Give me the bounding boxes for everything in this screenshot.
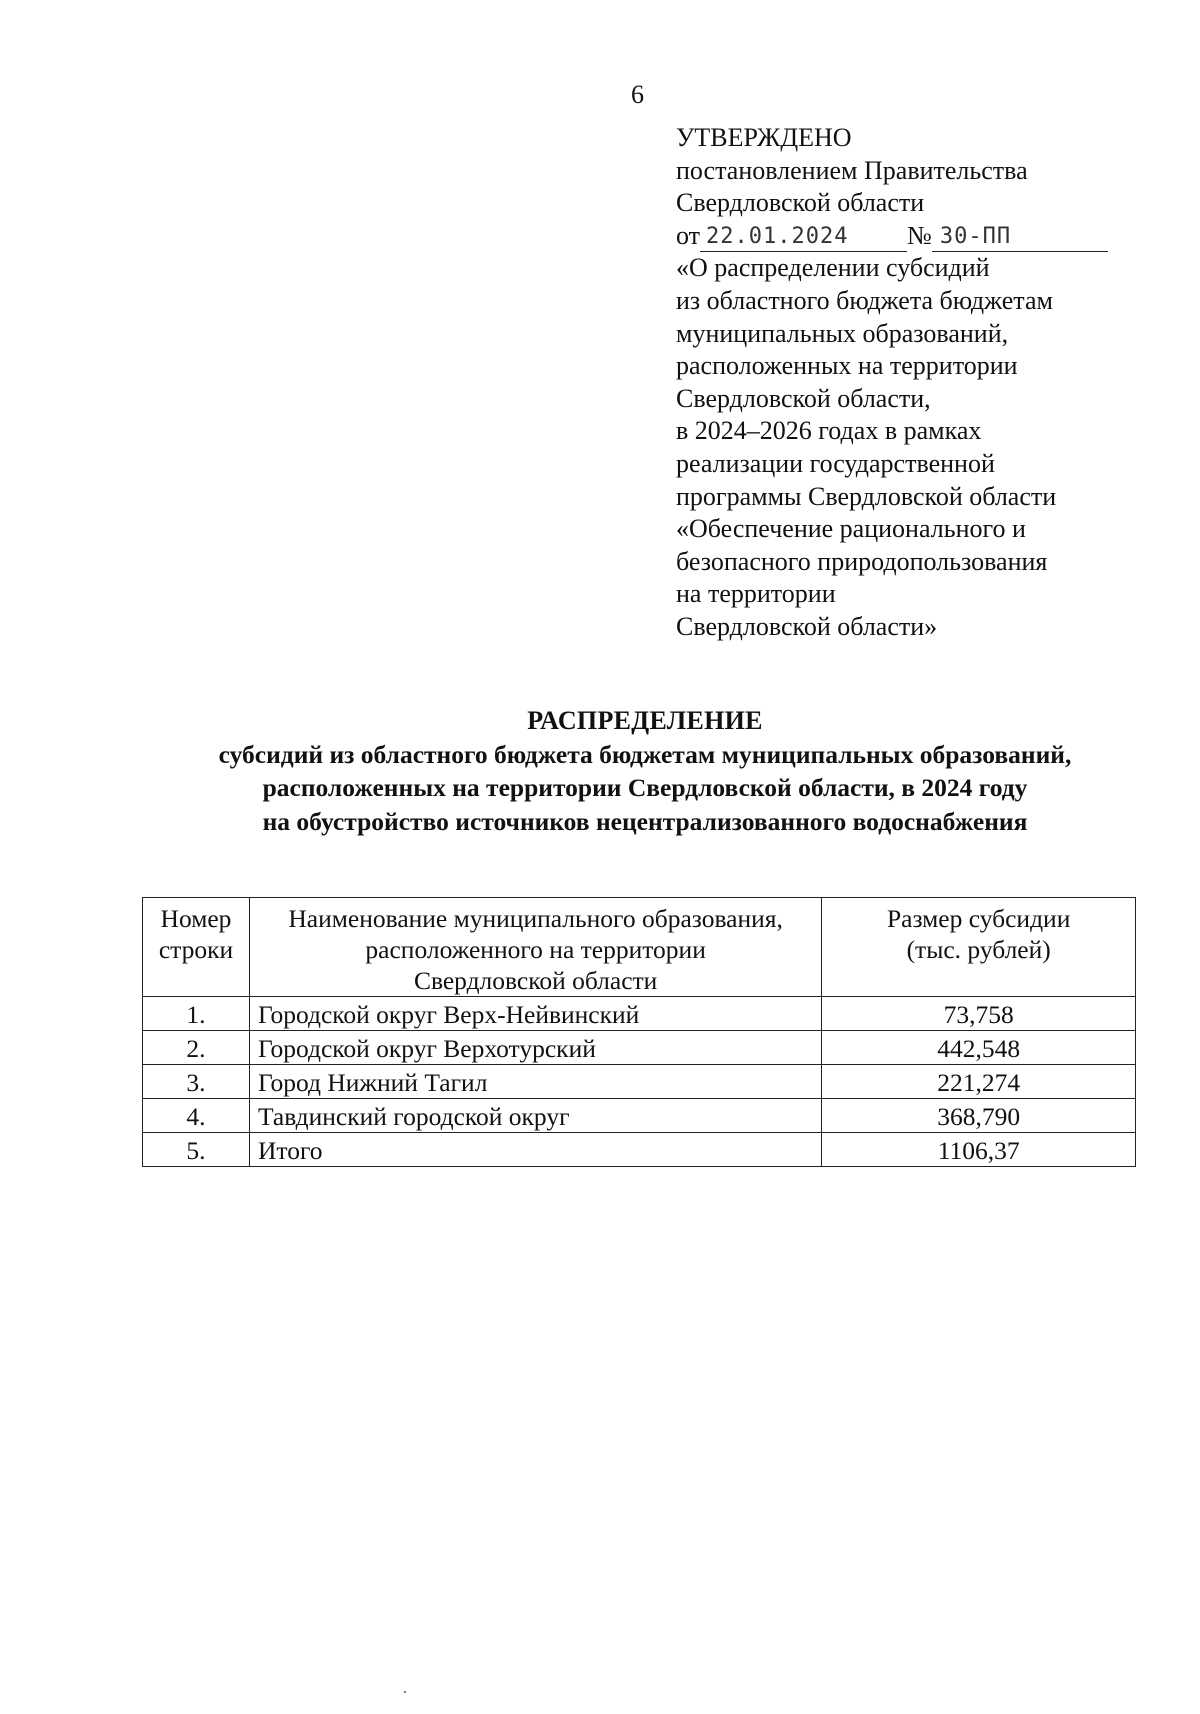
- decree-title-line: Свердловской области»: [676, 611, 938, 641]
- municipality-name: Городской округ Верхотурский: [249, 1031, 821, 1065]
- scan-artifact-dot: [404, 1691, 406, 1693]
- approval-stamp: УТВЕРЖДЕНО: [676, 123, 852, 152]
- decree-title-line: «Обеспечение рационального и: [676, 514, 1026, 544]
- table-row: [143, 1065, 1136, 1099]
- date-value: 22.01.2024: [706, 224, 849, 250]
- table-row-total: [143, 1133, 1136, 1167]
- decree-title-line: безопасного природопользования: [676, 546, 1048, 576]
- document-title: [120, 704, 1170, 838]
- decree-title-line: расположенных на территории: [676, 351, 1018, 381]
- row-number: 4.: [143, 1099, 250, 1133]
- header-municipality-name: [249, 898, 821, 997]
- number-value: 30-ПП: [939, 224, 1012, 250]
- decree-title-line: муниципальных образований,: [676, 318, 1009, 348]
- header-subsidy-amount: [822, 898, 1136, 997]
- row-number: 2.: [143, 1031, 250, 1065]
- document-title-line: расположенных на территории Свердловской области, в 2024 году: [262, 773, 1028, 802]
- header-text: Наименование муниципального образования,: [288, 904, 783, 933]
- subsidy-amount: 442,548: [822, 1031, 1136, 1065]
- table-row: [143, 1031, 1136, 1065]
- approval-line: постановлением Правительства: [676, 155, 1028, 185]
- municipality-name: Тавдинский городской округ: [249, 1099, 821, 1133]
- municipality-name: Итого: [249, 1133, 821, 1167]
- decree-title-line: «О распределении субсидий: [676, 253, 990, 283]
- header-row-number: [143, 898, 250, 997]
- decree-title-line: Свердловской области,: [676, 383, 931, 413]
- header-text: Свердловской области: [413, 966, 658, 995]
- document-reference: [676, 220, 1108, 253]
- header-text: строки: [158, 935, 234, 964]
- decree-title-line: в 2024–2026 годах в рамках: [676, 416, 982, 446]
- table-row: [143, 1099, 1136, 1133]
- subsidy-amount: 368,790: [822, 1099, 1136, 1133]
- subsidies-table: [142, 897, 1136, 1167]
- decree-title-line: на территории: [676, 579, 836, 609]
- table-header-row: [143, 898, 1136, 997]
- header-text: Номер: [160, 904, 232, 933]
- municipality-name: Городской округ Верх-Нейвинский: [249, 997, 821, 1031]
- number-field: [932, 221, 1108, 252]
- document-title-line: на обустройство источников нецентрализованного водоснабжения: [262, 806, 1028, 836]
- date-prefix: от: [676, 220, 701, 250]
- table-row: [143, 997, 1136, 1031]
- document-title-main: РАСПРЕДЕЛЕНИЕ: [527, 706, 763, 735]
- row-number: 3.: [143, 1065, 250, 1099]
- date-field: [700, 221, 907, 252]
- subsidy-amount: 1106,37: [822, 1133, 1136, 1167]
- decree-title-line: программы Свердловской области: [676, 481, 1057, 511]
- row-number: 1.: [143, 997, 250, 1031]
- approval-block: [676, 122, 1126, 644]
- header-text: Размер субсидии: [886, 904, 1071, 933]
- approval-line: Свердловской области: [676, 188, 925, 218]
- header-text: расположенного на территории: [365, 935, 706, 964]
- header-text: (тыс. рублей): [906, 935, 1051, 964]
- decree-title-line: реализации государственной: [676, 448, 995, 478]
- page-number: 6: [631, 80, 644, 109]
- subsidy-amount: 221,274: [822, 1065, 1136, 1099]
- municipality-name: Город Нижний Тагил: [249, 1065, 821, 1099]
- document-title-line: субсидий из областного бюджета бюджетам муниципальных образований,: [218, 739, 1072, 769]
- row-number: 5.: [143, 1133, 250, 1167]
- decree-title-line: из областного бюджета бюджетам: [676, 285, 1053, 315]
- subsidy-amount: 73,758: [822, 997, 1136, 1031]
- number-prefix: №: [907, 220, 932, 250]
